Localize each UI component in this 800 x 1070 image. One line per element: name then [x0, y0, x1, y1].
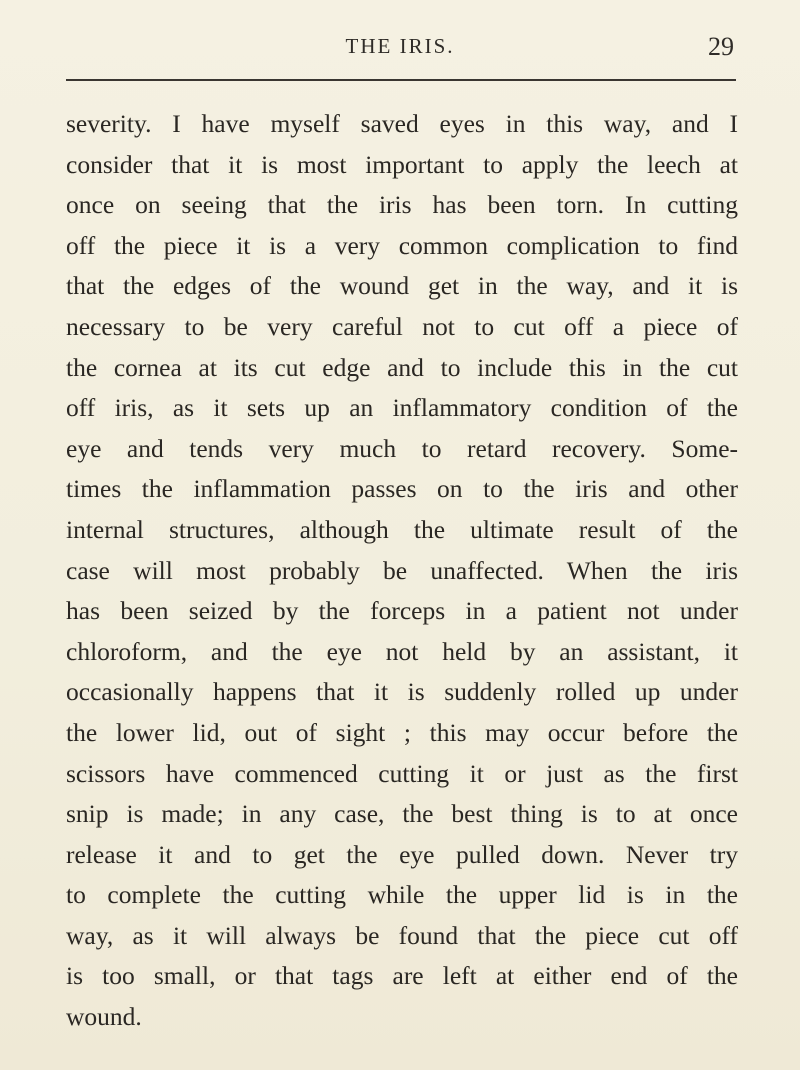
text-line: has been seized by the forceps in a patient not under	[66, 596, 738, 626]
text-line: off the piece it is a very common complication to find	[66, 230, 738, 260]
text-line: snip is made; in any case, the best thing is to at once	[66, 799, 738, 829]
text-line: once on seeing that the iris has been torn. In cutting	[66, 190, 738, 220]
text-line: release it and to get the eye pulled down. Never try	[66, 839, 738, 869]
text-line: severity. I have myself saved eyes in this way, and I	[66, 109, 738, 138]
text-line: scissors have commenced cutting it or just as the first	[66, 758, 738, 788]
text-line: occasionally happens that it is suddenly rolled up under	[66, 677, 738, 707]
text-line: that the edges of the wound get in the way, and it is	[66, 271, 738, 301]
text-line: necessary to be very careful not to cut off a piece of	[66, 311, 738, 341]
page-header	[66, 30, 734, 70]
text-line: times the inflammation passes on to the iris and other	[66, 474, 738, 504]
header-rule	[66, 79, 736, 81]
text-line: to complete the cutting while the upper lid is in the	[66, 880, 738, 910]
text-line: wound.	[66, 1002, 142, 1032]
text-line: the lower lid, out of sight ; this may occur before the	[66, 717, 738, 747]
text-line: the cornea at its cut edge and to include this in the cut	[66, 352, 738, 382]
text-line: is too small, or that tags are left at either end of the	[66, 961, 738, 991]
text-line: way, as it will always be found that the piece cut off	[66, 920, 738, 950]
text-line: chloroform, and the eye not held by an assistant, it	[66, 636, 738, 666]
text-line: consider that it is most important to apply the leech at	[66, 149, 738, 179]
text-line: off iris, as it sets up an inflammatory condition of the	[66, 393, 738, 423]
text-line: internal structures, although the ultimate result of the	[66, 514, 738, 544]
page-number: 29	[708, 32, 734, 61]
body-text	[66, 104, 738, 1038]
text-line: case will most probably be unaffected. When the iris	[66, 555, 738, 585]
text-line: eye and tends very much to retard recovery. Some-	[66, 433, 738, 463]
running-head: THE IRIS.	[345, 34, 455, 58]
